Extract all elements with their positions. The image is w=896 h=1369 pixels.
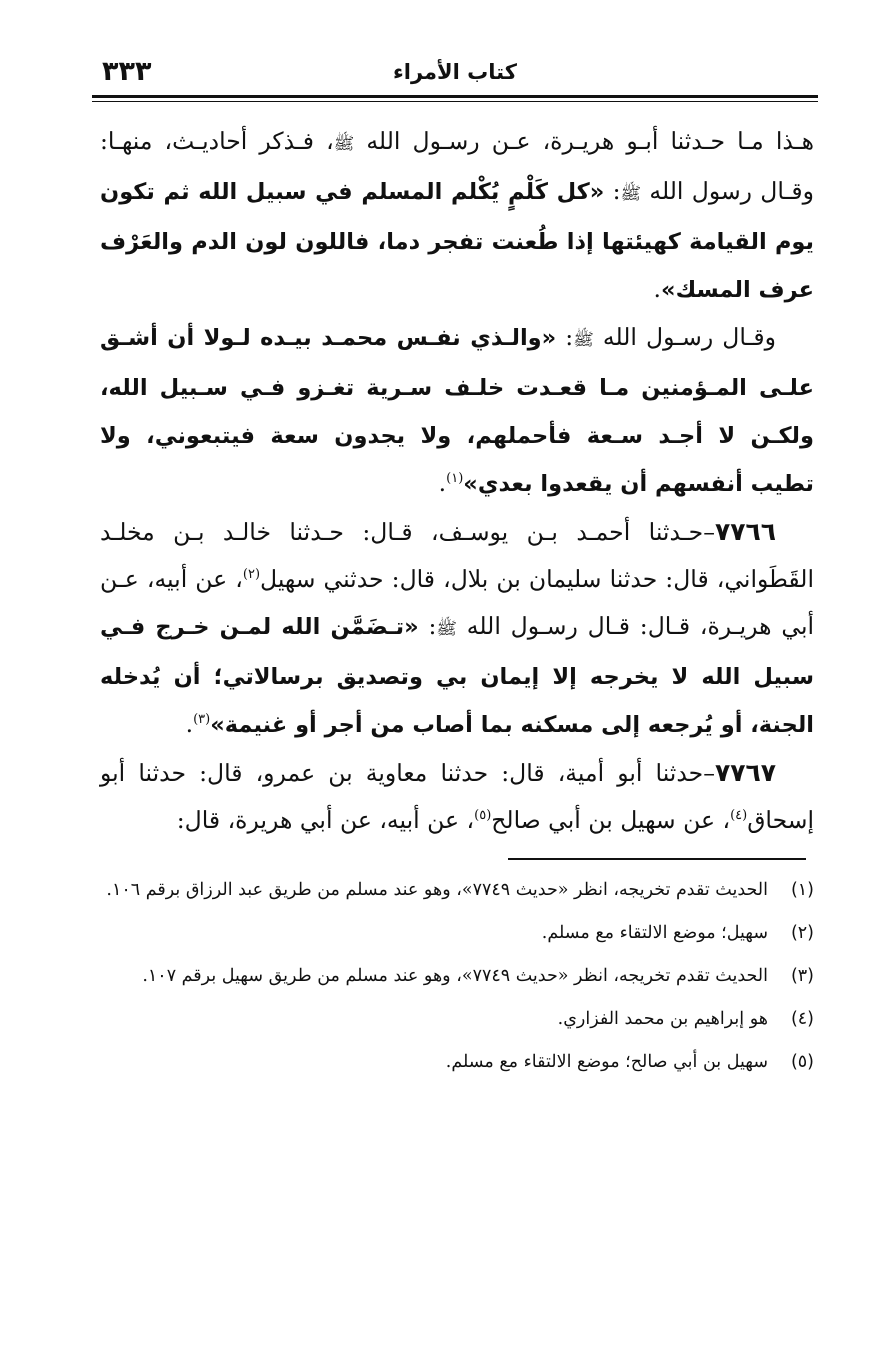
footnote-mark: (٣): [790, 966, 814, 986]
footnote-separator: [508, 858, 806, 860]
hadith-text: «والـذي نفـس محمـد بيـده لـولا أن أشـق علـى المـؤمنين مـا قعـدت خلـف سـرية تغـزو فـي سـبيل الله، ولكـن لا أجـد سـعة فأحملهم، ولا يجدون سعة فيتبعوني، ولا تطيب أنفسهم أن يقعدوا بعدي»: [100, 325, 814, 497]
paragraph-4: [100, 749, 814, 844]
footnote-ref[interactable]: (٢): [242, 567, 261, 583]
paragraph-1: [100, 118, 814, 314]
text-run: .: [438, 469, 447, 497]
footnote-text: الحديث تقدم تخريجه، انظر «حديث ٧٧٤٩»، وهو عند مسلم من طريق عبد الرزاق برقم ١٠٦.: [106, 880, 768, 900]
page-number: ٣٣٣: [102, 56, 152, 87]
footnote-mark: (٤): [790, 1009, 814, 1029]
text-run: :: [418, 612, 437, 640]
text-run: هـذا مـا حـدثنا أبـو هريـرة، عـن رسـول الله: [354, 127, 814, 155]
text-run: ، عن أبيه، عـن أبي هريـرة، قـال: قـال رسـول الله: [100, 565, 815, 640]
header-rule-thin: [92, 101, 818, 102]
text-run: –حـدثنا أحمـد بـن يوسـف، قـال: حـدثنا خالـد بـن مخلـد القَطَواني، قال: حدثنا سليمان بن بلال، قال: حدثني سهيل: [100, 518, 814, 593]
footnote-3: [100, 958, 814, 994]
footnote-1: [100, 872, 814, 908]
main-text: [100, 118, 814, 844]
text-run: –حدثنا أبو أمية، قال: حدثنا معاوية بن عمرو، قال: حدثنا أبو إسحاق: [100, 759, 814, 834]
footnote-ref[interactable]: (٥): [474, 808, 492, 824]
footnote-mark: (٥): [790, 1052, 814, 1072]
footnote-mark: (٢): [790, 923, 814, 943]
salla-glyph: ﷺ: [333, 134, 355, 154]
text-run: :: [604, 177, 621, 205]
paragraph-2: [100, 314, 814, 508]
text-run: ، عن أبيه، عن أبي هريرة، قال:: [176, 806, 475, 834]
salla-glyph: ﷺ: [620, 184, 642, 204]
salla-glyph: ﷺ: [436, 619, 457, 639]
salla-glyph: ﷺ: [573, 330, 594, 350]
text-run: .: [653, 275, 662, 303]
text-run: وقـال رسـول الله: [593, 323, 777, 351]
footnote-ref[interactable]: (٣): [193, 712, 211, 728]
book-title: كتاب الأمراء: [393, 60, 517, 84]
running-head: [92, 56, 818, 96]
footnotes: [100, 872, 814, 1087]
footnote-4: [100, 1001, 814, 1037]
hadith-number: ٧٧٦٦: [714, 517, 776, 546]
footnote-text: الحديث تقدم تخريجه، انظر «حديث ٧٧٤٩»، وهو عند مسلم من طريق سهيل برقم ١٠٧.: [142, 966, 768, 986]
text-run: ، عن سهيل بن أبي صالح: [491, 806, 731, 834]
text-run: :: [556, 323, 574, 351]
footnote-ref[interactable]: (١): [446, 471, 464, 487]
paragraph-3: [100, 508, 814, 749]
footnote-ref[interactable]: (٤): [730, 808, 748, 824]
hadith-number: ٧٧٦٧: [714, 758, 776, 787]
footnote-2: [100, 915, 814, 951]
text-run: .: [185, 710, 194, 738]
footnote-text: سهيل بن أبي صالح؛ موضع الالتقاء مع مسلم.: [445, 1052, 768, 1072]
footnote-5: [100, 1044, 814, 1080]
footnote-text: سهيل؛ موضع الالتقاء مع مسلم.: [541, 923, 768, 943]
footnote-text: هو إبراهيم بن محمد الفزاري.: [557, 1009, 768, 1029]
text-run: ، فـذكر أحاديـث، منهـا: وقـال رسول الله: [100, 127, 815, 205]
header-rule-thick: [92, 95, 818, 98]
hadith-text: «كل كَلْمٍ يُكْلم المسلم في سبيل الله ثم تكون يوم القيامة كهيئتها إذا طُعنت تفجر دما، فاللون لون الدم والعَرْف عرف المسك»: [100, 179, 814, 303]
footnote-mark: (١): [790, 880, 814, 900]
hadith-text: «تـضَمَّن الله لمـن خـرج فـي سبيل الله لا يخرجه إلا إيمان بي وتصديق برسالاتي؛ أن يُدخله الجنة، أو يُرجعه إلى مسكنه بما أصاب من أجر أو غنيمة»: [100, 614, 814, 738]
